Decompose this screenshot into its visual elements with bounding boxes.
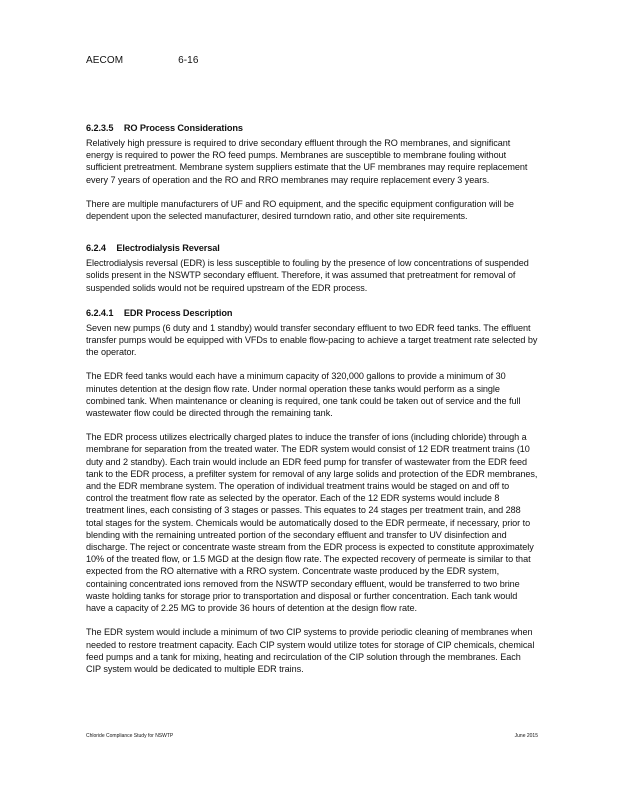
footer-left: Chloride Compliance Study for NSWTP xyxy=(86,733,174,739)
header-page-number: 6-16 xyxy=(178,55,199,66)
header-org: AECOM xyxy=(86,55,124,66)
section-title: EDR Process Description xyxy=(123,307,233,318)
page-header xyxy=(86,55,198,66)
document-body xyxy=(86,123,538,687)
paragraph: The EDR feed tanks would each have a minimum capacity of 320,000 gallons to provide a minimum of 30 minutes detention at the design flow rate. Under normal operation these tanks would perform as a single combined tank. When maintenance or cleaning is required, one tank could be taken out of service and the full wastewater flow could be directed through the remaining tank. xyxy=(86,371,521,419)
section-heading xyxy=(86,308,538,318)
section-number: 6.2.4 xyxy=(86,243,106,254)
paragraph: Seven new pumps (6 duty and 1 standby) would transfer secondary effluent to two EDR feed tanks. The effluent transfer pumps would be equipped with VFDs to enable flow-pacing to achieve a target treatment rate selected by the operator. xyxy=(86,322,538,358)
footer-right: June 2015 xyxy=(514,733,538,739)
paragraph: The EDR system would include a minimum of two CIP systems to provide periodic cleaning of membranes when needed to restore treatment capacity. Each CIP system would utilize totes for storage of CIP chemicals, chemical feed pumps and a tank for mixing, heating and recirculation of the CIP solution through the membranes. Each CIP system would be dedicated to multiple EDR trains. xyxy=(86,627,535,674)
section-number: 6.2.4.1 xyxy=(86,307,114,318)
paragraph: Relatively high pressure is required to drive secondary effluent through the RO membranes, and significant energy is required to power the RO feed pumps. Membranes are susceptible to membrane fouling without sufficient pretreatment. Membrane system suppliers estimate that the UF membranes may require replacement every 7 years of operation and the RO and RRO membranes may require replacement every 3 years. xyxy=(86,138,528,185)
section-title: Electrodialysis Reversal xyxy=(116,243,220,254)
section-title: RO Process Considerations xyxy=(123,123,243,133)
section-heading xyxy=(86,123,538,133)
section-heading xyxy=(86,243,538,253)
paragraph: The EDR process utilizes electrically charged plates to induce the transfer of ions (including chloride) through a membrane for separation from the treated water. The EDR system would consist of 12 EDR treatment trains (10 duty and 2 standby). Each train would include an EDR feed pump for transfer of wastewater from the EDR feed tank to the EDR process, a prefilter system for removal of any large solids and protection of the EDR membranes, and the EDR membrane system. The operation of individual treatment trains would be staged on and off to control the treatment flow rate as selected by the operator. Each of the 12 EDR systems would include 8 treatment lines, each consisting of 3 stages or passes. This equates to 24 stages per treatment train, and 288 total stages for the system. Chemicals would be automatically dosed to the EDR permeate, if necessary, prior to blending with the remaining untreated portion of the secondary effluent and transfer to UV disinfection and discharge. The reject or concentrate waste stream from the EDR process is expected to constitute approximately 10% of the treated flow, or 1.5 MGD at the design flow rate. The expected recovery of permeate is similar to that expected from the RO alternative with a RRO system. Concentrate waste produced by the EDR system, containing concentrated ions removed from the NSWTP secondary effluent, would be transferred to two brine waste holding tanks for storage prior to transportation and disposal or further concentration. Each tank would have a capacity of 2.25 MG to provide 36 hours of detention at the design flow rate. xyxy=(86,432,538,614)
section-number: 6.2.3.5 xyxy=(86,123,114,133)
paragraph: Electrodialysis reversal (EDR) is less susceptible to fouling by the presence of low concentrations of suspended solids present in the NSWTP secondary effluent. Therefore, it was assumed that pretreatment for removal of suspended solids would not be required upstream of the EDR process. xyxy=(86,258,529,293)
paragraph: There are multiple manufacturers of UF and RO equipment, and the specific equipment configuration will be dependent upon the selected manufacturer, desired turndown ratio, and other site requirements. xyxy=(86,198,514,222)
